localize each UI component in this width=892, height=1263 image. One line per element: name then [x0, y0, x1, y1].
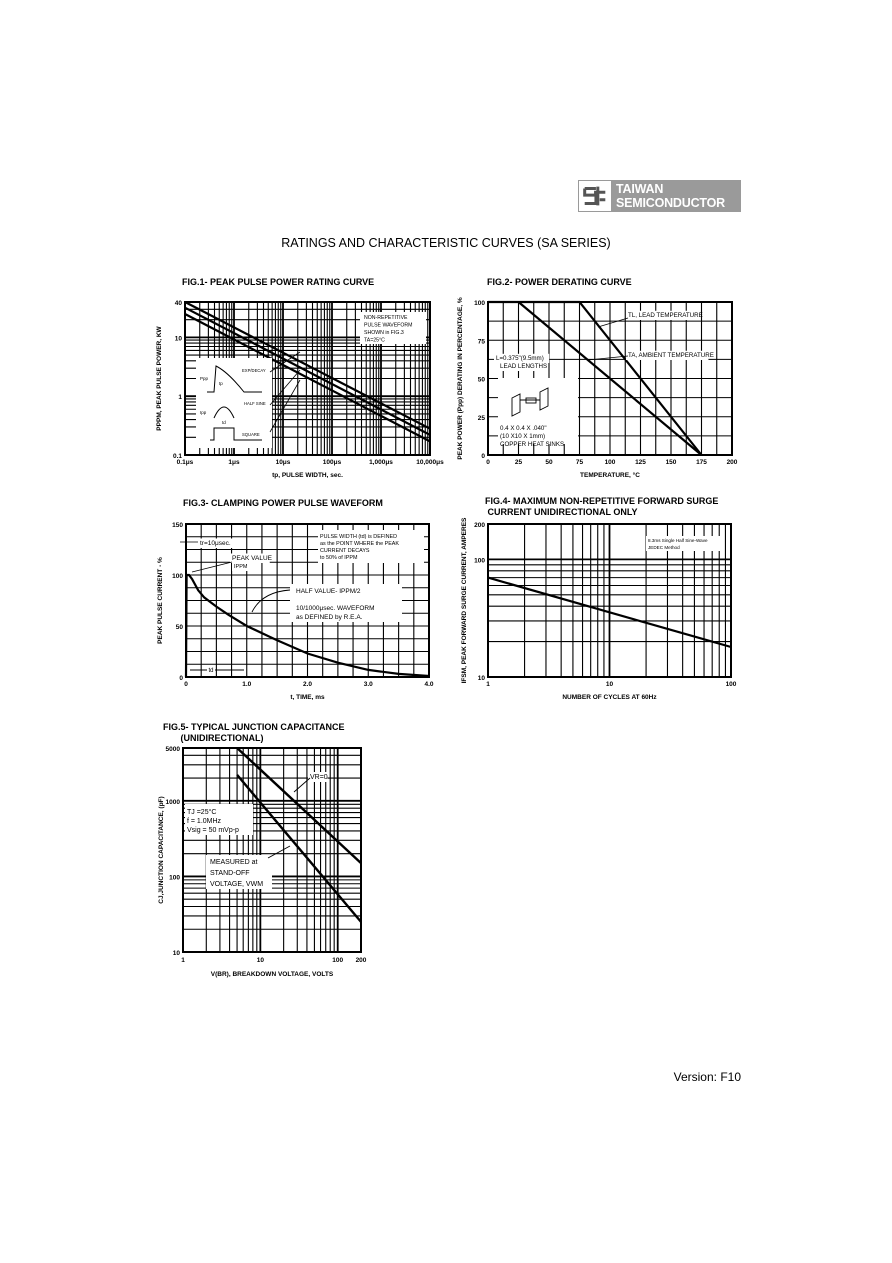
- pointer-line: [192, 562, 232, 572]
- fig5-chart: [158, 746, 367, 978]
- fig3-note: HALF VALUE- IPPM/2: [296, 588, 361, 595]
- fig1-note: TA=25°C: [364, 337, 385, 344]
- x-axis-label: V(BR), BREAKDOWN VOLTAGE, VOLTS: [210, 971, 334, 978]
- fig3-y-tick: 50: [175, 624, 183, 631]
- pointer-line: [294, 778, 310, 792]
- fig4-x-tick: 10: [605, 681, 614, 688]
- fig1-y-tick: 0.1: [172, 453, 182, 460]
- fig2-x-tick: 125: [635, 459, 646, 466]
- y-axis-label: IFSM, PEAK FORWARD SURGE CURRENT, AMPERES: [461, 517, 468, 684]
- fig5-x-tick: 200: [355, 957, 367, 964]
- fig4-y-tick: 10: [477, 675, 485, 682]
- fig2-note: LEAD LENGTHS: [500, 363, 548, 370]
- fig3-note: CURRENT DECAYS: [320, 548, 370, 554]
- fig1-x-tick: 0.1μs: [176, 459, 194, 466]
- fig1-note: tp: [219, 381, 223, 386]
- fig3-x-tick: 1.0: [242, 681, 252, 688]
- fig3-note: as DEFINED by R.E.A.: [296, 614, 363, 621]
- fig5-series-label: MEASURED at: [210, 859, 258, 866]
- fig2-note: 0.4 X 0.4 X .040": [500, 425, 547, 432]
- fig3-x-tick: 4.0: [424, 681, 434, 688]
- fig1-note: SHOWN in FIG.3: [364, 330, 404, 336]
- fig2-x-tick: 75: [575, 459, 584, 466]
- fig5-x-tick: 10: [256, 957, 264, 964]
- fig5-series-label: VOLTAGE, VWM: [210, 881, 264, 888]
- fig5-y-tick: 5000: [165, 746, 180, 753]
- fig3-y-tick: 150: [172, 522, 183, 529]
- fig1-title: FIG.1- PEAK PULSE POWER RATING CURVE: [182, 277, 375, 287]
- fig4-title: FIG.4- MAXIMUM NON-REPETITIVE FORWARD SURGE CURRENT UNIDIRECTIONAL ONLY: [485, 496, 719, 517]
- fig5-note: TJ =25°C: [187, 809, 217, 816]
- fig4-note: 8.3ms Single Half Sine-Wave: [648, 538, 708, 543]
- fig5-y-tick: 1000: [165, 798, 180, 806]
- diode-body: [526, 398, 536, 403]
- fig2-x-tick: 150: [665, 459, 677, 466]
- fig1-note: SQUARE: [242, 432, 260, 437]
- fig3-note: PULSE WIDTH (td) is DEFINED: [320, 534, 397, 540]
- fig2-x-tick: 50: [545, 459, 553, 466]
- fig2-series-label: TA, AMBIENT TEMPERATURE: [628, 352, 714, 359]
- fig4-note: JEDEC Method: [648, 545, 680, 550]
- fig3-title: FIG.3- CLAMPING POWER PULSE WAVEFORM: [183, 498, 383, 508]
- fig1-chart: [156, 300, 444, 479]
- fig1-note: PULSE WAVEFORM: [364, 322, 413, 329]
- fig5-y-tick: 10: [172, 950, 180, 957]
- heat-sink-plate: [512, 394, 520, 416]
- fig1-y-tick: 10: [174, 335, 182, 343]
- fig2-x-tick: 25: [514, 459, 523, 466]
- fig1-note: EXP/DECAY: [242, 368, 266, 373]
- version-label: Version: F10: [673, 1070, 741, 1084]
- fig2-x-tick: 100: [604, 459, 616, 466]
- fig3-note: td: [208, 668, 214, 674]
- fig4-chart: [461, 517, 737, 701]
- fig1-y-tick: 40: [174, 300, 182, 307]
- fig4-y-tick: 100: [474, 557, 485, 565]
- fig1-y-tick: 1: [178, 394, 182, 402]
- fig2-chart: [457, 297, 738, 479]
- pointer-line: [598, 318, 628, 327]
- page-title: RATINGS AND CHARACTERISTIC CURVES (SA SERIES): [281, 236, 611, 250]
- fig2-y-tick: 50: [477, 376, 485, 384]
- logo-line-2: SEMICONDUCTOR: [616, 196, 725, 210]
- fig1-note: td: [222, 420, 226, 425]
- fig5-y-tick: 100: [169, 874, 180, 882]
- fig5-series-label: VR=0: [310, 774, 328, 781]
- fig5-note: Vsig = 50 mVp-p: [187, 827, 239, 834]
- fig2-note: L=0.375"(9.5mm): [496, 355, 544, 362]
- fig1-note: NON-REPETITIVE: [364, 315, 408, 321]
- fig5-note: f = 1.0MHz: [187, 818, 222, 825]
- x-axis-label: TEMPERATURE, °C: [580, 472, 640, 479]
- fig2-y-tick: 25: [477, 414, 485, 422]
- fig3-note: 10/1000μsec. WAVEFORM: [296, 605, 375, 612]
- fig2-x-tick: 200: [726, 459, 738, 466]
- logo-line-1: TAIWAN: [616, 182, 664, 196]
- pointer-line: [268, 846, 290, 858]
- fig2-y-tick: 100: [474, 300, 485, 307]
- fig3-note: as the POINT WHERE the PEAK: [320, 541, 399, 547]
- fig1-note: Ipp: [200, 410, 207, 415]
- fig2-series-label: TL, LEAD TEMPERATURE: [628, 312, 703, 319]
- y-axis-label: CJ,JUNCTION CAPACITANCE, (pF): [158, 796, 165, 904]
- fig3-note: to 50% of IPPM: [320, 555, 358, 561]
- fig5-x-tick: 100: [332, 957, 344, 964]
- fig3-note: IPPM: [234, 564, 248, 570]
- fig3-y-tick: 100: [172, 573, 183, 580]
- fig1-x-tick: 10,000μs: [416, 459, 444, 466]
- fig2-title: FIG.2- POWER DERATING CURVE: [487, 277, 632, 287]
- heat-sink-plate: [540, 388, 548, 410]
- fig3-y-tick: 0: [179, 675, 183, 682]
- fig2-x-tick: 0: [486, 459, 490, 466]
- fig5-series-line-2: [237, 775, 361, 922]
- x-axis-label: NUMBER OF CYCLES AT 60Hz: [562, 694, 657, 701]
- fig1-note: HALF SINE: [244, 401, 266, 406]
- y-axis-label: PPPM, PEAK PULSE POWER, KW: [156, 326, 163, 431]
- fig5-series-label: STAND-OFF: [210, 870, 250, 877]
- fig2-y-tick: 75: [477, 338, 485, 346]
- fig3-note: tr=10μsec.: [200, 540, 231, 547]
- fig2-x-tick: 175: [696, 459, 707, 466]
- fig1-note: Ppp: [200, 376, 209, 381]
- x-axis-label: tp, PULSE WIDTH, sec.: [272, 472, 343, 479]
- fig1-x-tick: 10μs: [275, 459, 291, 466]
- fig4-x-tick: 1: [486, 681, 490, 688]
- fig4-y-tick: 200: [474, 522, 485, 529]
- fig2-note: (10 X10 X 1mm): [500, 433, 546, 440]
- fig3-x-tick: 3.0: [363, 681, 373, 688]
- fig2-y-tick: 0: [481, 453, 485, 460]
- y-axis-label: PEAK POWER (Ppp) DERATING IN PERCENTAGE, %: [457, 297, 464, 460]
- fig5-title: FIG.5- TYPICAL JUNCTION CAPACITANCE (UNIDIRECTIONAL): [163, 722, 345, 743]
- fig3-x-tick: 2.0: [302, 681, 313, 688]
- fig3-note: PEAK VALUE: [232, 555, 272, 562]
- fig1-x-tick: 1μs: [228, 459, 240, 466]
- fig1-x-tick: 100μs: [322, 459, 342, 466]
- fig2-note: COPPER HEAT SINKS: [500, 441, 565, 448]
- fig1-x-tick: 1,000μs: [369, 459, 393, 466]
- fig3-x-tick: 0: [184, 681, 188, 688]
- x-axis-label: t, TIME, ms: [290, 694, 325, 701]
- fig3-chart: [157, 522, 434, 701]
- fig4-x-tick: 100: [725, 681, 737, 688]
- y-axis-label: PEAK PULSE CURRENT - %: [157, 557, 164, 644]
- fig5-x-tick: 1: [181, 957, 185, 964]
